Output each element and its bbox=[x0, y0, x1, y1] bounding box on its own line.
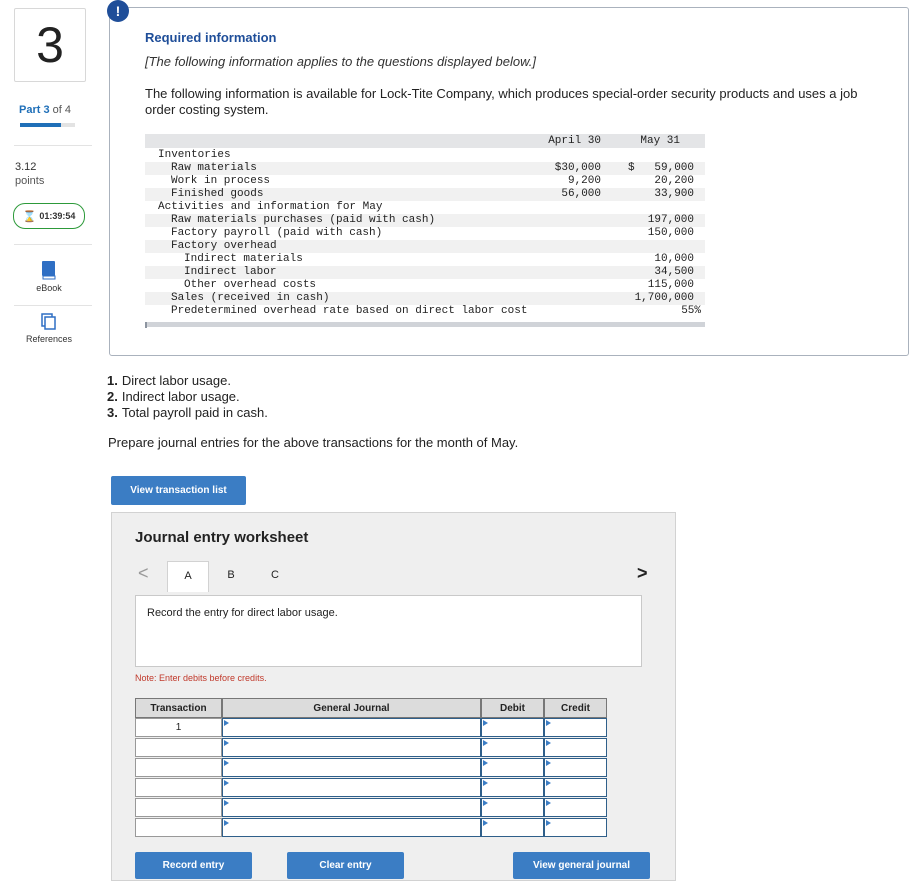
view-transaction-list-button[interactable]: View transaction list bbox=[111, 476, 246, 505]
row-label: Sales (received in cash) bbox=[171, 292, 330, 304]
row-label: Raw materials bbox=[171, 162, 257, 174]
debit-input[interactable] bbox=[481, 778, 544, 797]
may-value: 34,500 bbox=[654, 266, 694, 278]
table-row bbox=[145, 292, 705, 305]
april-value: 9,200 bbox=[567, 175, 601, 187]
cell-marker-icon bbox=[224, 820, 229, 826]
tab-c[interactable]: C bbox=[271, 569, 279, 581]
points-label: points bbox=[15, 175, 45, 187]
col-header-may: May 31 bbox=[640, 135, 680, 147]
table-row bbox=[145, 175, 705, 188]
cell-marker-icon bbox=[546, 740, 551, 746]
question-number: 3 bbox=[14, 8, 86, 82]
row-label: Inventories bbox=[158, 149, 231, 161]
chevron-right-icon[interactable]: > bbox=[637, 563, 648, 583]
debit-input[interactable] bbox=[481, 738, 544, 757]
april-value: 56,000 bbox=[561, 188, 601, 200]
list-item: 1. Direct labor usage. bbox=[107, 373, 231, 388]
row-label: Finished goods bbox=[171, 188, 264, 200]
sidebar-divider bbox=[14, 305, 92, 306]
hourglass-icon: ⌛ bbox=[22, 210, 37, 223]
references-label: References bbox=[25, 334, 73, 344]
may-value: 59,000 bbox=[654, 162, 694, 174]
row-label: Indirect labor bbox=[184, 266, 277, 278]
task-list bbox=[107, 373, 268, 421]
table-row bbox=[145, 149, 705, 162]
transaction-cell[interactable] bbox=[135, 798, 222, 817]
table-bottom-rule bbox=[145, 322, 705, 327]
may-value: 115,000 bbox=[647, 279, 694, 291]
may-value: 150,000 bbox=[647, 227, 694, 239]
table-row bbox=[145, 279, 705, 292]
transaction-cell[interactable] bbox=[135, 738, 222, 757]
references-icon bbox=[41, 313, 57, 331]
sidebar-divider bbox=[14, 145, 92, 146]
credit-input[interactable] bbox=[544, 718, 607, 737]
debit-input[interactable] bbox=[481, 798, 544, 817]
intro-text: The following information is available for Lock-Tite Company, which produces special-order security products and uses a job order costing system. bbox=[145, 86, 858, 117]
row-label: Work in process bbox=[171, 175, 271, 187]
cell-marker-icon bbox=[483, 800, 488, 806]
book-icon bbox=[41, 260, 57, 280]
cell-marker-icon bbox=[546, 800, 551, 806]
general-journal-input[interactable] bbox=[222, 758, 481, 777]
worksheet-title: Journal entry worksheet bbox=[135, 529, 309, 546]
table-row bbox=[145, 253, 705, 266]
row-label: Indirect materials bbox=[184, 253, 303, 265]
ebook-link[interactable] bbox=[12, 255, 86, 293]
view-general-journal-button[interactable]: View general journal bbox=[513, 852, 650, 879]
alert-icon: ! bbox=[107, 0, 129, 22]
row-label: Factory payroll (paid with cash) bbox=[171, 227, 383, 239]
debit-input[interactable] bbox=[481, 718, 544, 737]
chevron-left-icon[interactable]: < bbox=[138, 563, 149, 583]
header-credit: Credit bbox=[544, 698, 607, 718]
row-label: Other overhead costs bbox=[184, 279, 317, 291]
general-journal-input[interactable] bbox=[222, 818, 481, 837]
may-value: 1,700,000 bbox=[634, 292, 694, 304]
required-info-subtitle: [The following information applies to the questions displayed below.] bbox=[145, 54, 536, 69]
cell-marker-icon bbox=[224, 740, 229, 746]
table-row bbox=[145, 227, 705, 240]
timer[interactable] bbox=[13, 203, 85, 229]
table-row bbox=[145, 188, 705, 201]
table-row bbox=[145, 266, 705, 279]
table-row bbox=[145, 305, 705, 318]
cell-marker-icon bbox=[483, 760, 488, 766]
credit-input[interactable] bbox=[544, 798, 607, 817]
header-general-journal: General Journal bbox=[222, 698, 481, 718]
transaction-cell[interactable] bbox=[135, 818, 222, 837]
currency-symbol: $ bbox=[628, 162, 635, 174]
points-value: 3.12 bbox=[15, 161, 37, 173]
transaction-cell[interactable] bbox=[135, 758, 222, 777]
row-label: Activities and information for May bbox=[158, 201, 383, 213]
credit-input[interactable] bbox=[544, 758, 607, 777]
table-row bbox=[145, 240, 705, 253]
credit-input[interactable] bbox=[544, 778, 607, 797]
references-link[interactable] bbox=[12, 313, 86, 344]
may-value: 20,200 bbox=[654, 175, 694, 187]
prepare-instruction: Prepare journal entries for the above transactions for the month of May. bbox=[108, 435, 519, 450]
cell-marker-icon bbox=[483, 820, 488, 826]
cell-marker-icon bbox=[546, 780, 551, 786]
may-value: 10,000 bbox=[654, 253, 694, 265]
debit-input[interactable] bbox=[481, 758, 544, 777]
general-journal-input[interactable] bbox=[222, 798, 481, 817]
cell-marker-icon bbox=[483, 720, 488, 726]
instruction-box bbox=[135, 595, 642, 667]
row-label: Raw materials purchases (paid with cash) bbox=[171, 214, 436, 226]
list-item: 3. Total payroll paid in cash. bbox=[107, 405, 268, 420]
general-journal-input[interactable] bbox=[222, 718, 481, 737]
part-indicator: Part 3 of 4 bbox=[19, 104, 72, 116]
cell-marker-icon bbox=[483, 740, 488, 746]
general-journal-input[interactable] bbox=[222, 778, 481, 797]
row-label: Factory overhead bbox=[171, 240, 277, 252]
ebook-label: eBook bbox=[36, 283, 62, 293]
cell-marker-icon bbox=[483, 780, 488, 786]
table-bottom-mark bbox=[145, 322, 147, 328]
part-progress-fill bbox=[20, 123, 61, 127]
table-row bbox=[145, 214, 705, 227]
required-info-title: Required information bbox=[145, 30, 277, 45]
timer-value: 01:39:54 bbox=[39, 211, 76, 221]
tab-b[interactable]: B bbox=[227, 569, 235, 581]
general-journal-input[interactable] bbox=[222, 738, 481, 757]
list-item: 2. Indirect labor usage. bbox=[107, 389, 240, 404]
credit-input[interactable] bbox=[544, 738, 607, 757]
entry-instruction: Record the entry for direct labor usage. bbox=[147, 607, 338, 619]
table-header-bar bbox=[145, 134, 705, 148]
cell-marker-icon bbox=[224, 760, 229, 766]
col-header-april: April 30 bbox=[548, 135, 601, 147]
may-value: 197,000 bbox=[647, 214, 694, 226]
may-value: 33,900 bbox=[654, 188, 694, 200]
credit-input[interactable] bbox=[544, 818, 607, 837]
transaction-cell[interactable] bbox=[135, 778, 222, 797]
april-value: $30,000 bbox=[554, 162, 601, 174]
row-label: Predetermined overhead rate based on direct labor cost bbox=[171, 305, 528, 317]
header-transaction: Transaction bbox=[135, 698, 222, 718]
note-text: Note: Enter debits before credits. bbox=[135, 673, 267, 683]
transaction-cell[interactable]: 1 bbox=[135, 718, 222, 737]
sidebar-divider bbox=[14, 244, 92, 245]
cell-marker-icon bbox=[224, 780, 229, 786]
cell-marker-icon bbox=[546, 720, 551, 726]
may-value: 55% bbox=[681, 305, 701, 317]
header-debit: Debit bbox=[481, 698, 544, 718]
table-row bbox=[145, 201, 705, 214]
cell-marker-icon bbox=[224, 800, 229, 806]
cell-marker-icon bbox=[224, 720, 229, 726]
part-progress-bar bbox=[20, 123, 75, 127]
tab-a[interactable]: A bbox=[167, 561, 209, 592]
table-row bbox=[145, 162, 705, 175]
debit-input[interactable] bbox=[481, 818, 544, 837]
cell-marker-icon bbox=[546, 820, 551, 826]
data-table bbox=[145, 134, 705, 328]
record-entry-button[interactable]: Record entry bbox=[135, 852, 252, 879]
clear-entry-button[interactable]: Clear entry bbox=[287, 852, 404, 879]
cell-marker-icon bbox=[546, 760, 551, 766]
